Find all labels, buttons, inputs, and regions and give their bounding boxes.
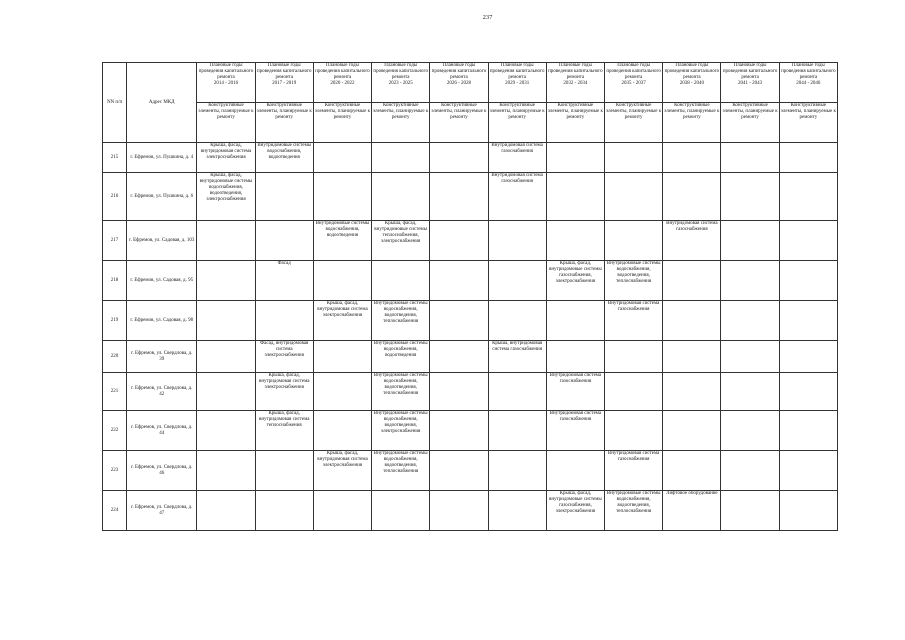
row-cell-period-6 — [546, 341, 604, 373]
row-cell-period-4 — [430, 451, 488, 491]
header-period-5 — [488, 63, 546, 103]
row-cell-period-0 — [197, 411, 255, 451]
header-period-years: 2014 - 2016 — [213, 81, 239, 86]
row-cell-period-4 — [430, 491, 488, 531]
row-cell-period-2 — [313, 341, 371, 373]
row-cell-period-2: Внутридомовые системы водоснабжения, водоотведения — [313, 221, 371, 261]
row-cell-period-10 — [779, 491, 837, 531]
row-cell-period-0 — [197, 451, 255, 491]
row-cell-period-4 — [430, 143, 488, 173]
row-number: 222 — [103, 411, 127, 451]
header-period-label: Плановые годы проведения капитального ремонта — [664, 63, 720, 80]
header-elements-10: Конструктивные элементы, планируемые к ремонту — [779, 103, 837, 143]
header-period-label: Плановые годы проведения капитального ремонта — [315, 63, 370, 80]
table-row — [103, 221, 838, 261]
row-cell-period-0 — [197, 491, 255, 531]
header-period-years: 2026 - 2028 — [446, 81, 472, 86]
row-cell-period-8: Лифтовое оборудование — [663, 491, 721, 531]
header-period-label: Плановые годы проведения капитального ремонта — [198, 63, 254, 80]
row-cell-period-7: Внутридомовые системы водоснабжения, водоотведения, теплоснабжения — [605, 261, 663, 301]
row-cell-period-4 — [430, 301, 488, 341]
row-cell-period-8 — [663, 451, 721, 491]
row-cell-period-6 — [546, 173, 604, 221]
header-period-7 — [605, 63, 663, 103]
row-cell-period-5 — [488, 373, 546, 411]
header-period-label: Плановые годы проведения капитального ремонта — [489, 63, 545, 80]
row-cell-period-4 — [430, 373, 488, 411]
row-address: г. Ефремов, ул. Свердлова, д. 46 — [127, 451, 197, 491]
row-cell-period-3: Внутридомовые системы водоснабжения, водоотведения, электроснабжения — [372, 411, 430, 451]
row-number: 223 — [103, 451, 127, 491]
row-cell-period-0 — [197, 341, 255, 373]
row-cell-period-8: Внутридомовая система газоснабжения — [663, 221, 721, 261]
table-row — [103, 173, 838, 221]
row-cell-period-0 — [197, 221, 255, 261]
row-number: 216 — [103, 173, 127, 221]
row-cell-period-9 — [721, 451, 779, 491]
row-cell-period-6 — [546, 143, 604, 173]
row-number: 219 — [103, 301, 127, 341]
row-cell-period-8 — [663, 143, 721, 173]
header-period-years: 2020 - 2022 — [330, 81, 355, 86]
header-period-2 — [313, 63, 371, 103]
row-address: г. Ефремов, ул. Пушкина, д. 6 — [127, 173, 197, 221]
row-cell-period-10 — [779, 301, 837, 341]
row-cell-period-5: Внутридомовая система газоснабжения — [488, 173, 546, 221]
row-cell-period-3 — [372, 173, 430, 221]
header-period-label: Плановые годы проведения капитального ремонта — [606, 63, 661, 80]
row-cell-period-5 — [488, 411, 546, 451]
row-address: г. Ефремов, ул. Садовая, д. 95 — [127, 261, 197, 301]
row-cell-period-1: Фасад — [255, 261, 313, 301]
header-period-years: 2041 - 2043 — [738, 81, 763, 86]
row-cell-period-10 — [779, 173, 837, 221]
row-cell-period-5: Крыша, внутридомовая система газоснабжения — [488, 341, 546, 373]
row-cell-period-10 — [779, 143, 837, 173]
row-cell-period-9 — [721, 173, 779, 221]
table-row — [103, 451, 838, 491]
row-cell-period-8 — [663, 373, 721, 411]
row-cell-period-0 — [197, 261, 255, 301]
row-cell-period-10 — [779, 261, 837, 301]
row-cell-period-2 — [313, 373, 371, 411]
row-cell-period-5 — [488, 491, 546, 531]
row-cell-period-1: Внутридомовые системы водоснабжения, водоотведения — [255, 143, 313, 173]
row-cell-period-0 — [197, 301, 255, 341]
row-cell-period-2 — [313, 261, 371, 301]
row-cell-period-8 — [663, 261, 721, 301]
row-cell-period-2 — [313, 143, 371, 173]
row-cell-period-4 — [430, 173, 488, 221]
table-row — [103, 373, 838, 411]
header-elements-7: Конструктивные элементы, планируемые к ремонту — [605, 103, 663, 143]
header-elements-0: Конструктивные элементы, планируемые к ремонту — [197, 103, 255, 143]
row-number: 220 — [103, 341, 127, 373]
row-cell-period-7 — [605, 221, 663, 261]
header-period-9 — [721, 63, 779, 103]
table-row — [103, 411, 838, 451]
header-elements-5: Конструктивные элементы, планируемые к ремонту — [488, 103, 546, 143]
row-cell-period-1 — [255, 301, 313, 341]
row-cell-period-7: Внутридомовая система газоснабжения — [605, 451, 663, 491]
row-cell-period-6 — [546, 301, 604, 341]
row-cell-period-1 — [255, 491, 313, 531]
row-cell-period-9 — [721, 373, 779, 411]
row-cell-period-9 — [721, 411, 779, 451]
header-period-years: 2017 - 2019 — [272, 81, 297, 86]
row-cell-period-6: Внутридомовая система газоснабжения — [546, 411, 604, 451]
header-period-years: 2029 - 2031 — [505, 81, 530, 86]
table-row — [103, 301, 838, 341]
row-cell-period-6 — [546, 221, 604, 261]
row-cell-period-10 — [779, 451, 837, 491]
header-period-10 — [779, 63, 837, 103]
header-elements-9: Конструктивные элементы, планируемые к ремонту — [721, 103, 779, 143]
row-cell-period-7: Внутридомовая система газоснабжения — [605, 301, 663, 341]
header-elements-8: Конструктивные элементы, планируемые к ремонту — [663, 103, 721, 143]
row-cell-period-10 — [779, 341, 837, 373]
row-cell-period-3: Внутридомовые системы водоснабжения, водоотведения — [372, 341, 430, 373]
header-elements-4: Конструктивные элементы, планируемые к ремонту — [430, 103, 488, 143]
row-cell-period-7 — [605, 373, 663, 411]
capital-repair-table — [102, 62, 838, 531]
row-cell-period-3 — [372, 491, 430, 531]
header-period-label: Плановые годы проведения капитального ремонта — [548, 63, 603, 80]
row-cell-period-3 — [372, 143, 430, 173]
row-address: г. Ефремов, ул. Садовая, д. 98 — [127, 301, 197, 341]
row-cell-period-2 — [313, 491, 371, 531]
row-cell-period-8 — [663, 341, 721, 373]
header-elements-3: Конструктивные элементы, планируемые к ремонту — [372, 103, 430, 143]
row-cell-period-3: Крыша, фасад, внутридомовые системы теплоснабжения, электроснабжения — [372, 221, 430, 261]
header-period-years: 2035 - 2037 — [621, 81, 646, 86]
row-address: г. Ефремов, ул. Свердлова, д. 42 — [127, 373, 197, 411]
header-period-4 — [430, 63, 488, 103]
header-elements-row — [103, 103, 838, 143]
header-period-label: Плановые годы проведения капитального ремонта — [722, 63, 778, 80]
header-elements-6: Конструктивные элементы, планируемые к ремонту — [546, 103, 604, 143]
header-num: NN п/п — [103, 63, 127, 143]
row-cell-period-5 — [488, 301, 546, 341]
row-cell-period-4 — [430, 261, 488, 301]
row-cell-period-2: Крыша, фасад, внутридомовая система электроснабжения — [313, 451, 371, 491]
row-cell-period-7 — [605, 341, 663, 373]
row-cell-period-6: Крыша, фасад, внутридомовые системы газоснабжения, электроснабжения — [546, 261, 604, 301]
row-cell-period-4 — [430, 411, 488, 451]
header-period-years: 2023 - 2025 — [388, 81, 413, 86]
row-cell-period-8 — [663, 411, 721, 451]
page-number: 237 — [482, 14, 493, 21]
row-cell-period-3: Внутридомовые системы водоснабжения, водоотведения, теплоснабжения — [372, 451, 430, 491]
row-cell-period-8 — [663, 173, 721, 221]
row-cell-period-7: Внутридомовые системы водоснабжения, водоотведения, теплоснабжения — [605, 491, 663, 531]
row-cell-period-9 — [721, 301, 779, 341]
header-elements-2: Конструктивные элементы, планируемые к ремонту — [313, 103, 371, 143]
row-cell-period-10 — [779, 221, 837, 261]
row-cell-period-1 — [255, 173, 313, 221]
header-period-label: Плановые годы проведения капитального ремонта — [781, 63, 836, 80]
header-period-label: Плановые годы проведения капитального ремонта — [256, 63, 312, 80]
row-cell-period-1 — [255, 451, 313, 491]
header-period-6 — [546, 63, 604, 103]
table-row — [103, 143, 838, 173]
row-cell-period-10 — [779, 411, 837, 451]
row-number: 218 — [103, 261, 127, 301]
header-period-label: Плановые годы проведения капитального ремонта — [373, 63, 428, 80]
row-cell-period-0 — [197, 373, 255, 411]
row-cell-period-9 — [721, 261, 779, 301]
row-cell-period-5 — [488, 261, 546, 301]
row-cell-period-7 — [605, 411, 663, 451]
row-cell-period-3: Внутридомовые системы водоснабжения, водоотведения, теплоснабжения — [372, 301, 430, 341]
row-cell-period-4 — [430, 221, 488, 261]
row-cell-period-7 — [605, 173, 663, 221]
table-row — [103, 261, 838, 301]
header-period-years: 2038 - 2040 — [679, 81, 704, 86]
table-row — [103, 491, 838, 531]
row-number: 221 — [103, 373, 127, 411]
row-cell-period-6: Внутридомовая система газоснабжения — [546, 373, 604, 411]
row-cell-period-8 — [663, 301, 721, 341]
row-number: 215 — [103, 143, 127, 173]
row-cell-period-1: Фасад, внутридомовая система электроснабжения — [255, 341, 313, 373]
header-elements-1: Конструктивные элементы, планируемые к ремонту — [255, 103, 313, 143]
table-row — [103, 341, 838, 373]
header-period-3 — [372, 63, 430, 103]
row-cell-period-3 — [372, 261, 430, 301]
row-cell-period-6: Крыша, фасад, внутридомовые системы газоснабжения, электроснабжения — [546, 491, 604, 531]
row-address: г. Ефремов, ул. Пушкина, д. 4 — [127, 143, 197, 173]
header-address: Адрес МКД — [127, 63, 197, 143]
row-cell-period-3: Внутридомовые системы водоснабжения, водоотведения, теплоснабжения — [372, 373, 430, 411]
row-cell-period-9 — [721, 491, 779, 531]
row-cell-period-0: Крыша, фасад, внутридомовые системы водоснабжения, водоотведения, электроснабжения — [197, 173, 255, 221]
row-cell-period-1 — [255, 221, 313, 261]
row-cell-period-1: Крыша, фасад, внутридомовая система теплоснабжения — [255, 411, 313, 451]
row-cell-period-10 — [779, 373, 837, 411]
row-cell-period-0: Крыша, фасад, внутридомовая система электроснабжения — [197, 143, 255, 173]
row-cell-period-7 — [605, 143, 663, 173]
row-cell-period-9 — [721, 341, 779, 373]
row-cell-period-2 — [313, 173, 371, 221]
header-period-years: 2032 - 2034 — [563, 81, 588, 86]
row-number: 224 — [103, 491, 127, 531]
header-period-row — [103, 63, 838, 103]
row-cell-period-2 — [313, 411, 371, 451]
row-number: 217 — [103, 221, 127, 261]
row-address: г. Ефремов, ул. Свердлова, д. 44 — [127, 411, 197, 451]
row-address: г. Ефремов, ул. Свердлова, д. 39 — [127, 341, 197, 373]
row-cell-period-5 — [488, 221, 546, 261]
row-cell-period-4 — [430, 341, 488, 373]
row-address: г. Ефремов, ул. Свердлова, д. 47 — [127, 491, 197, 531]
row-cell-period-5 — [488, 451, 546, 491]
header-period-0 — [197, 63, 255, 103]
header-period-years: 2044 - 2046 — [796, 81, 821, 86]
row-cell-period-1: Крыша, фасад, внутридомовая система электроснабжения — [255, 373, 313, 411]
row-cell-period-6 — [546, 451, 604, 491]
row-cell-period-9 — [721, 143, 779, 173]
row-address: г. Ефремов, ул. Садовая, д. 103 — [127, 221, 197, 261]
header-period-1 — [255, 63, 313, 103]
header-period-label: Плановые годы проведения капитального ремонта — [431, 63, 487, 80]
row-cell-period-5: Внутридомовая система газоснабжения — [488, 143, 546, 173]
row-cell-period-2: Крыша, фасад, внутридомовая система электроснабжения — [313, 301, 371, 341]
header-period-8 — [663, 63, 721, 103]
row-cell-period-9 — [721, 221, 779, 261]
